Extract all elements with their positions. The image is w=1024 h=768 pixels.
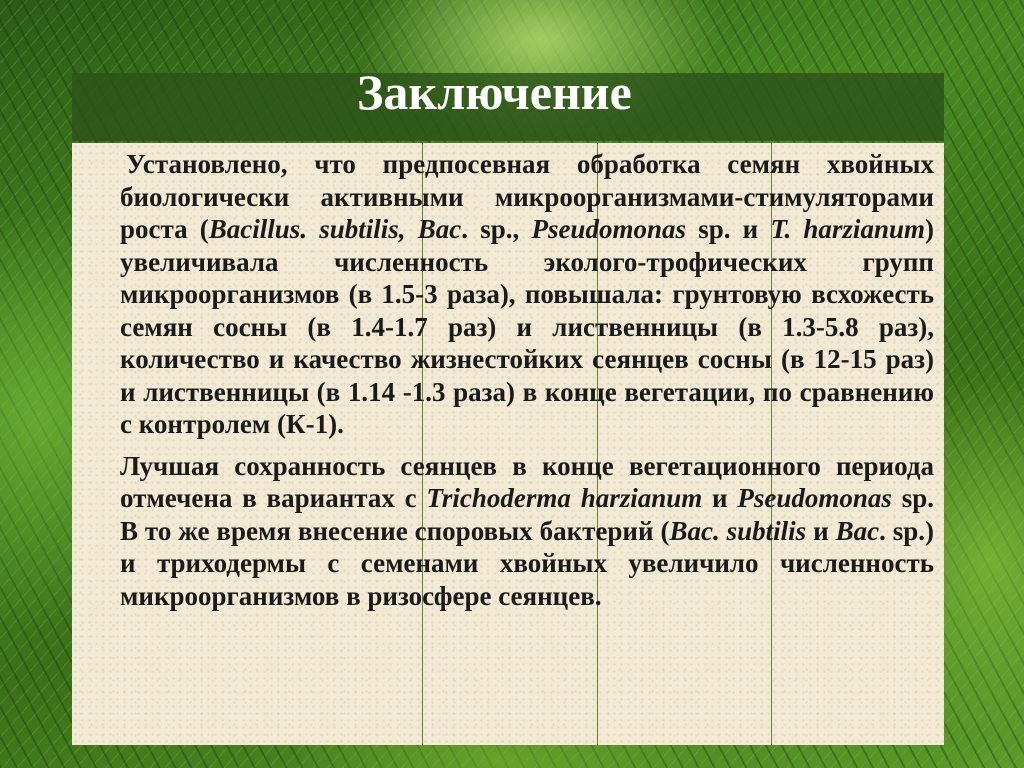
p2-text-4: и <box>806 515 836 546</box>
p2-italic-1: Trichoderma harzianum <box>426 483 703 513</box>
p2-text-2: и <box>702 483 738 513</box>
p2-italic-2: Pseudomonas <box>737 483 892 513</box>
p2-text-3: sp. В то же время внесение споровых бактерий ( <box>120 483 934 546</box>
p1-text-4: ) увеличивала численность эколого-трофических групп микроорганизмов (в 1.5-3 раза), повышала: грунтовую всхожесть семян сосны (в 1.4-1.7 раз) и лиственницы (в 1.3-5.8 раз), количество и качество жизнестойких сеянцев сосны (в 12-15 раз) и лиственницы (в 1.14 -1.3 раза) в конце вегетации, по сравнению с контролем (К-1). <box>120 214 934 439</box>
p1-text-3: sp. и <box>685 214 771 244</box>
p2-text-1: Лучшая сохранность сеянцев в конце вегетационного периода отмечена в вариантах с <box>120 450 934 513</box>
p1-text-1: Установлено, что предпосевная обработка семян хвойных биологически активными микроорганизмами-стимуляторами роста ( <box>120 149 934 244</box>
p1-text-2: . sp., <box>461 214 532 244</box>
p2-text-5: . sp.) и триходермы с семенами хвойных увеличило численность микроорганизмов в ризосфере сеянцев. <box>120 515 934 611</box>
p1-italic-3: T. harzianum <box>770 214 925 244</box>
p1-italic-2: Pseudomonas <box>531 214 686 244</box>
paragraph-2 <box>120 450 934 613</box>
p2-italic-3: Bac. subtilis <box>669 515 807 546</box>
paragraph-1 <box>120 148 934 441</box>
p1-italic-1: Bacillus. subtilis, Bac <box>208 214 462 244</box>
slide-title: Заключение <box>357 64 632 120</box>
p2-italic-4: Bac <box>835 515 880 546</box>
content-text <box>120 148 934 612</box>
